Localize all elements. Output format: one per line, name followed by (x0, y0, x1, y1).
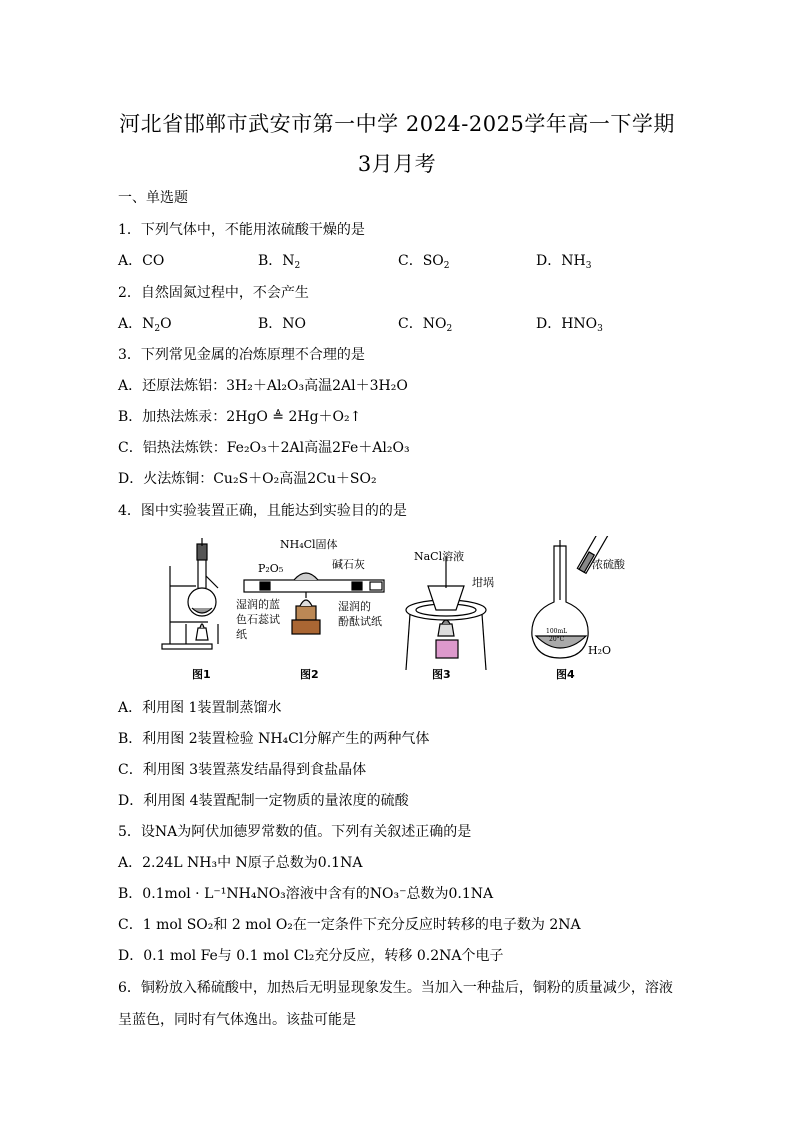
doc-title-line2: 3月月考 (357, 152, 437, 176)
q6-stem-line1: 6．铜粉放入稀硫酸中，加热后无明显现象发生。当加入一种盐后，铜粉的质量减少，溶液 (118, 980, 673, 996)
fig2-label-litmus-2: 色石蕊试 (236, 613, 280, 626)
fig4-apparatus (532, 536, 615, 658)
q4-option-b: B．利用图 2装置检验 NH₄Cl分解产生的两种气体 (118, 731, 430, 747)
fig3-caption: 图3 (432, 668, 451, 681)
q4-option-a: A．利用图 1装置制蒸馏水 (118, 700, 282, 716)
q1-option-c: C．$SO_2$ (398, 253, 450, 271)
fig4-label-temp: 20°C (549, 636, 565, 643)
q5-option-a: A．2.24L NH₃中 N原子总数为0.1NA (118, 855, 363, 871)
q3-option-d: D．火法炼铜：Cu₂S＋O₂高温2Cu＋SO₂ (118, 471, 377, 487)
q3-option-a: A．还原法炼铝：3H₂＋Al₂O₃高温2Al＋3H₂O (118, 378, 408, 394)
q2-stem: 2．自然固氮过程中，不会产生 (118, 285, 309, 301)
fig2-label-soda-lime: 碱石灰 (332, 558, 365, 571)
fig1-caption: 图1 (192, 668, 211, 681)
fig1-apparatus (162, 538, 218, 649)
fig4-label-h2o: H₂O (588, 644, 612, 657)
apparatus-drawings (156, 536, 656, 684)
doc-title-line1: 河北省邯郸市武安市第一中学 2024-2025学年高一下学期 (119, 112, 675, 136)
fig2-label-phenol-2: 酚酞试纸 (338, 615, 382, 628)
q2-option-b: B．NO (258, 316, 307, 332)
q5-option-b: B．0.1mol · L⁻¹NH₄NO₃溶液中含有的NO₃⁻总数为0.1NA (118, 886, 494, 902)
q5-stem: 5．设NA为阿伏加德罗常数的值。下列有关叙述正确的是 (118, 824, 472, 840)
q4-figure-panel (156, 536, 656, 684)
q5-option-d: D．0.1 mol Fe与 0.1 mol Cl₂充分反应，转移 0.2NA个电子 (118, 948, 504, 964)
section-heading: 一、单选题 (118, 190, 188, 206)
q2-option-a: A．$N_2O$ (118, 316, 172, 334)
fig2-label-phenol-1: 湿润的 (338, 600, 371, 613)
q3-stem: 3．下列常见金属的冶炼原理不合理的是 (118, 347, 365, 363)
fig2-label-p2o5: P₂O₅ (258, 562, 284, 575)
q1-stem: 1．下列气体中，不能用浓硫酸干燥的是 (118, 222, 365, 238)
fig4-label-h2so4: 浓硫酸 (592, 558, 625, 571)
q1-option-d: D．$NH_3$ (536, 253, 592, 271)
fig4-label-flask: 100mL (546, 628, 568, 635)
q4-stem: 4．图中实验装置正确，且能达到实验目的的是 (118, 503, 407, 519)
fig2-label-nh4cl: NH₄Cl固体 (280, 538, 338, 551)
q5-option-c: C．1 mol SO₂和 2 mol O₂在一定条件下充分反应时转移的电子数为 2NA (118, 917, 581, 933)
q2-option-d: D．$HNO_3$ (536, 316, 603, 334)
q3-option-c: C．铝热法炼铁：Fe₂O₃＋2Al高温2Fe＋Al₂O₃ (118, 440, 410, 456)
q2-option-c: C．$NO_2$ (398, 316, 453, 334)
fig3-label-nacl: NaCl溶液 (414, 550, 465, 563)
q3-option-b: B．加热法炼汞：2HgO ≜ 2Hg＋O₂↑ (118, 409, 362, 425)
q4-option-c: C．利用图 3装置蒸发结晶得到食盐晶体 (118, 762, 367, 778)
fig4-caption: 图4 (556, 668, 575, 681)
fig2-label-litmus-3: 纸 (236, 628, 247, 641)
fig3-label-crucible: 坩埚 (472, 576, 494, 589)
q4-option-d: D．利用图 4装置配制一定物质的量浓度的硫酸 (118, 793, 409, 809)
q6-stem-line2: 呈蓝色，同时有气体逸出。该盐可能是 (118, 1012, 356, 1028)
q1-option-a: A．CO (118, 253, 165, 269)
fig2-label-litmus-1: 湿润的蓝 (236, 598, 280, 611)
fig2-caption: 图2 (300, 668, 319, 681)
q1-option-b: B．$N_2$ (258, 253, 301, 271)
